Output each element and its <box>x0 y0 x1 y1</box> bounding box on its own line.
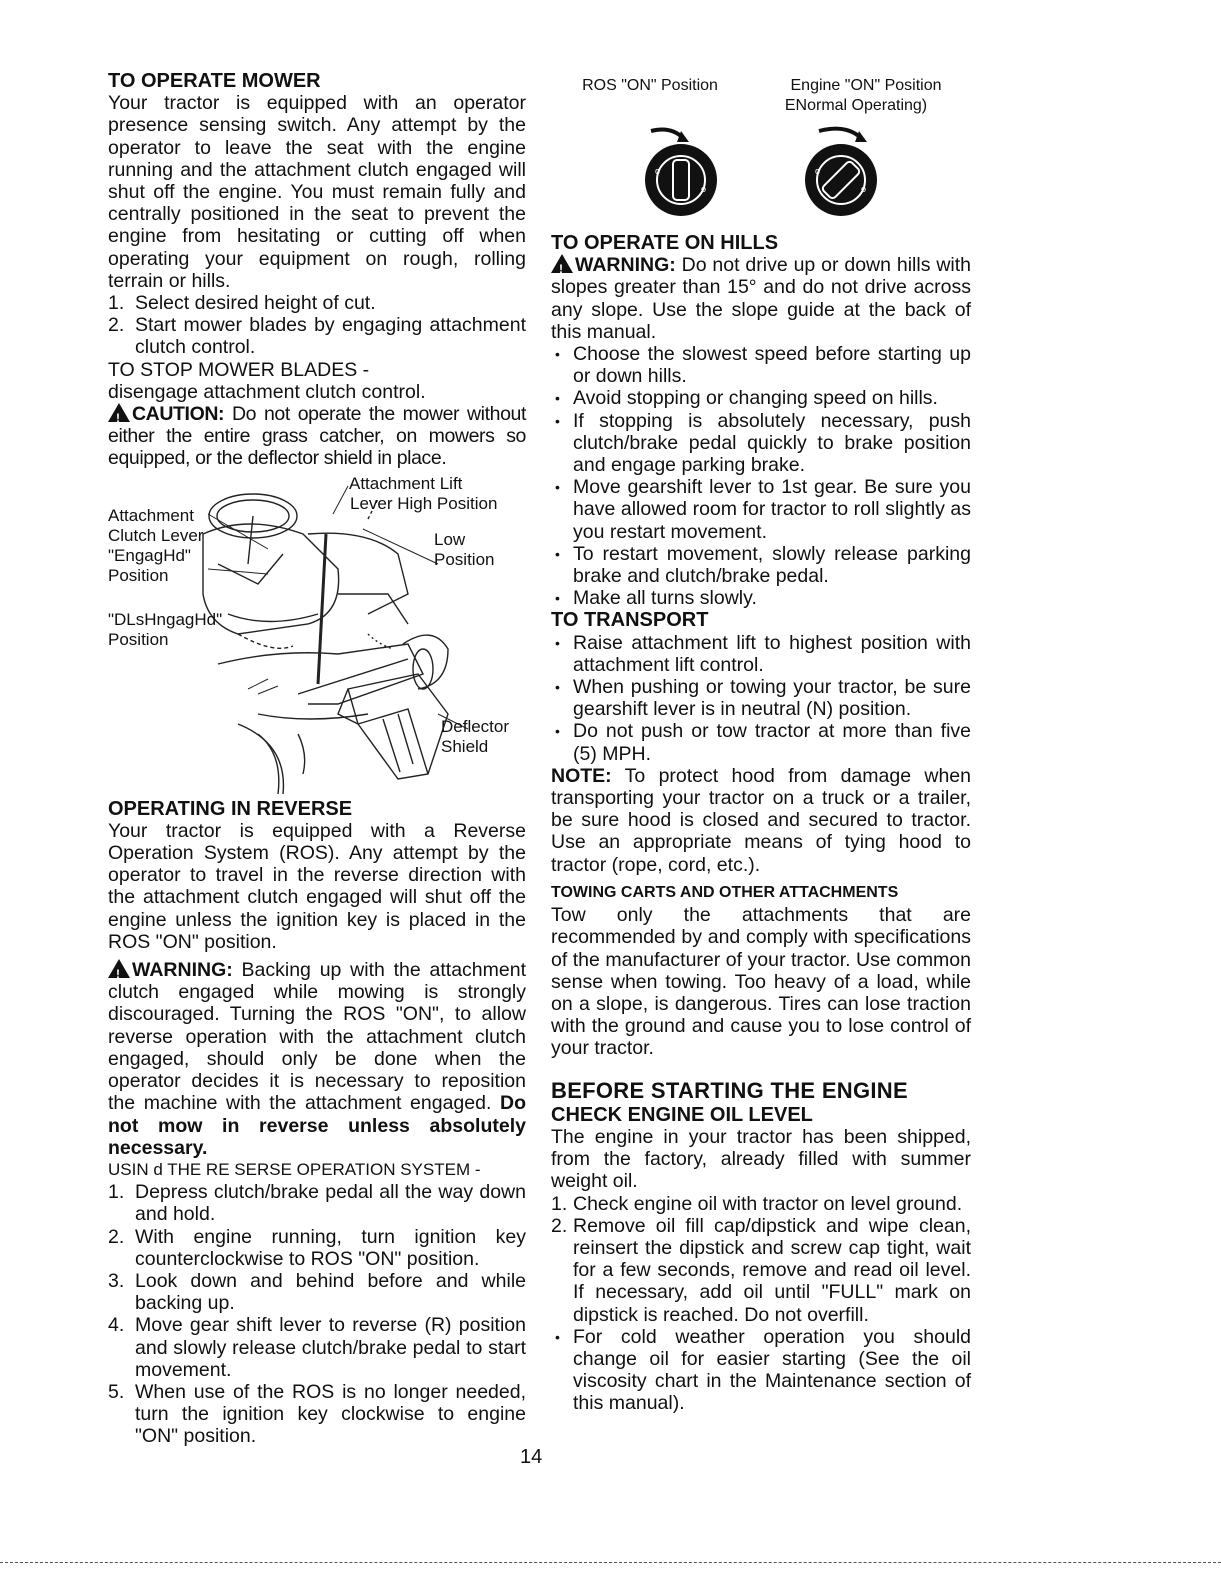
hills-heading: TO OPERATE ON HILLS <box>551 232 779 254</box>
bottom-divider <box>0 1562 1221 1563</box>
operating-reverse-heading: OPERATING IN REVERSE <box>108 797 353 820</box>
reverse-warning: !WARNING: Backing up with the attachment clutch engaged while mowing is strongly discouraged. Turning the ROS "ON", to allow reverse operation with the attachment clutch engaged, should only be done when the operator decides it is necessary to reposition the machine with the attachment engaged. Do not mow in reverse unless absolutely necessary. <box>108 959 526 1159</box>
disengaged-label: "DLsHngagHd" <box>108 609 223 629</box>
warning-triangle-icon <box>108 959 130 978</box>
list-item: • To restart movement, slowly release parking brake and clutch/brake pedal. <box>551 543 971 587</box>
reverse-text: Your tractor is equipped with a Reverse Operation System (ROS). Any attempt by the operator to travel in the reverse direction with the attachment clutch engaged will shut off the engine unless the ignition key is placed in the ROS "ON" position. <box>108 819 526 953</box>
stop-blades-text: disengage attachment clutch control. <box>108 380 426 403</box>
low-label: Low <box>434 529 466 549</box>
list-item: 5. When use of the ROS is no longer needed, turn the ignition key clockwise to engine "ON" position. <box>108 1380 526 1448</box>
list-item: 1. Check engine oil with tractor on level ground. <box>551 1192 963 1215</box>
list-item: 1. Depress clutch/brake pedal all the way down and hold. <box>108 1181 526 1226</box>
stop-blades-heading: TO STOP MOWER BLADES - <box>108 358 370 381</box>
list-item: • Do not push or tow tractor at more than five (5) MPH. <box>551 720 971 764</box>
list-item: 4. Move gear shift lever to reverse (R) position and slowly release clutch/brake pedal to start movement. <box>108 1314 526 1381</box>
svg-text:o: o <box>655 166 661 176</box>
caution-paragraph: !CAUTION: Do not operate the mower without either the entire grass catcher, on mowers so equipped, or the deflector shield in place. <box>108 403 526 470</box>
high-position-label: Lever High Position <box>350 493 498 513</box>
engine-on-label: Engine "ON" Position <box>790 77 942 94</box>
ros-on-label: ROS "ON" Position <box>582 77 718 94</box>
svg-text:o: o <box>861 184 867 194</box>
svg-text:o: o <box>815 166 821 176</box>
left-column <box>108 70 526 1448</box>
operate-mower-heading: TO OPERATE MOWER <box>108 70 321 92</box>
transport-heading: TO TRANSPORT <box>551 609 709 632</box>
ros-steps-list <box>108 1181 526 1447</box>
towing-text: Tow only the attachments that are recommended by and comply with specifications of the manufacturer of your tractor. Use common sense when towing. Too heavy of a load, while on a slope, is dangerous. Tires can lose traction with the ground and cause you to lose control of your tractor. <box>551 904 971 1060</box>
ignition-switch-figure <box>551 76 971 226</box>
attachment-lift-label: Attachment Lift <box>349 473 463 493</box>
normal-operating-label: ENormal Operating) <box>784 97 928 114</box>
list-item: • Move gearshift lever to 1st gear. Be sure you have allowed room for tractor to roll slightly as you restart movement. <box>551 476 971 543</box>
list-item: • Raise attachment lift to highest position with attachment lift control. <box>551 632 971 676</box>
using-ros-heading: USIN d THE RE SERSE OPERATION SYSTEM - <box>108 1159 481 1179</box>
hills-warning: !WARNING: Do not drive up or down hills with slopes greater than 15° and do not drive across any slope. Use the slope guide at the back of this manual. <box>551 254 971 343</box>
svg-text:o: o <box>701 184 707 194</box>
oil-steps-list <box>551 1193 971 1326</box>
engaged-label: "EngagHd" <box>108 545 191 565</box>
oil-level-heading: CHECK ENGINE OIL LEVEL <box>551 1103 813 1126</box>
clutch-lever-label: Clutch Lever <box>108 525 204 545</box>
disengaged-position-label: Position <box>108 629 169 649</box>
list-item: • Choose the slowest speed before starting up or down hills. <box>551 343 971 387</box>
warning-triangle-icon <box>551 254 573 273</box>
towing-heading: TOWING CARTS AND OTHER ATTACHMENTS <box>551 883 899 901</box>
list-item: 3. Look down and behind before and while backing up. <box>108 1269 526 1315</box>
list-item: 2. Remove oil fill cap/dipstick and wipe clean, reinsert the dipstick and screw cap tight, wait for a few seconds, remove and read oil level. If necessary, add oil until "FULL" mark on dipstick is reached. Do not overfill. <box>551 1214 971 1326</box>
list-item: • When pushing or towing your tractor, be sure gearshift lever is in neutral (N) position. <box>551 676 971 720</box>
list-item: 2. Start mower blades by engaging attachment clutch control. <box>108 314 526 359</box>
tractor-attachment-figure <box>108 474 526 796</box>
oil-text: The engine in your tractor has been shipped, from the factory, already filled with summer weight oil. <box>551 1125 971 1193</box>
note-paragraph: NOTE: To protect hood from damage when transporting your tractor on a truck or a trailer, be sure hood is closed and secured to tractor. Use an appropriate means of tying hood to tractor (rope, cord, etc.). <box>551 764 971 876</box>
warning-triangle-icon <box>108 403 130 422</box>
ignition-key-icons <box>551 76 971 226</box>
hills-bullets <box>551 343 971 609</box>
low-position-label: Position <box>434 549 495 569</box>
oil-bullets <box>551 1326 971 1415</box>
attachment-label: Attachment <box>108 505 194 525</box>
engaged-position-label: Position <box>108 565 169 585</box>
shield-label: Shield <box>441 736 489 756</box>
deflector-label: Deflector <box>441 716 510 736</box>
list-item: • Make all turns slowly. <box>551 587 971 609</box>
operate-steps-list <box>108 292 526 359</box>
right-column <box>551 232 971 1415</box>
list-item: 1. Select desired height of cut. <box>108 292 376 315</box>
page-number: 14 <box>520 1446 543 1468</box>
transport-bullets <box>551 632 971 765</box>
operate-mower-intro: Your tractor is equipped with an operator presence sensing switch. Any attempt by the operator to leave the seat with the engine running and the attachment clutch engaged will shut off the engine. You must remain fully and centrally positioned in the seat to prevent the engine from hesitating or cutting off when operating your equipment on rough, rolling terrain or hills. <box>108 92 526 292</box>
list-item: • Avoid stopping or changing speed on hills. <box>551 387 971 409</box>
before-starting-heading: BEFORE STARTING THE ENGINE <box>551 1077 908 1103</box>
list-item: 2. With engine running, turn ignition key counterclockwise to ROS "ON" position. <box>108 1225 526 1270</box>
list-item: • For cold weather operation you should change oil for easier starting (See the oil viscosity chart in the Maintenance section of this manual). <box>551 1326 971 1415</box>
list-item: • If stopping is absolutely necessary, push clutch/brake pedal quickly to brake position and engage parking brake. <box>551 410 971 477</box>
